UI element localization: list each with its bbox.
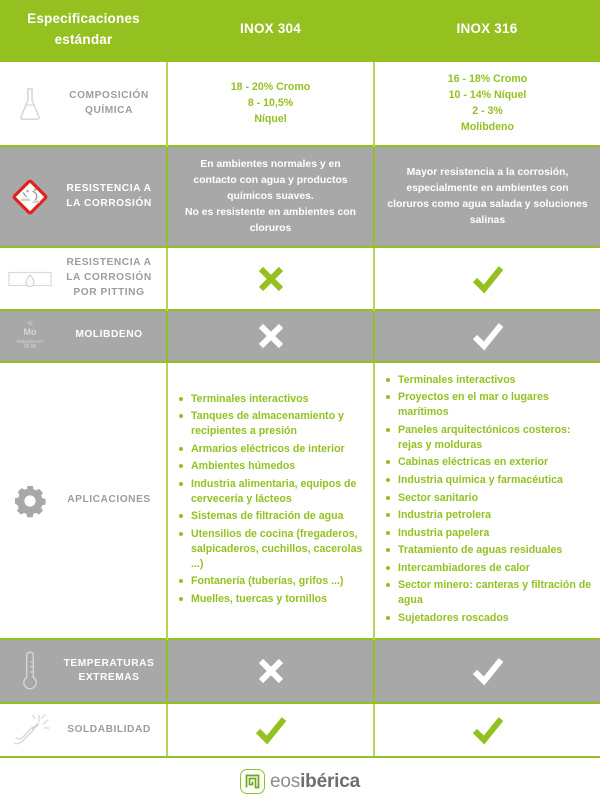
thermometer-icon <box>6 649 54 693</box>
flask-icon <box>6 87 54 121</box>
row-label-text: SOLDABILIDAD <box>67 723 151 735</box>
check-icon <box>254 715 288 745</box>
row-label-text: MOLIBDENO <box>75 329 143 341</box>
element-weight: 95.95 <box>23 344 37 351</box>
list-item: Terminales interactivos <box>385 373 592 388</box>
table-row <box>0 639 600 703</box>
list-item: Industria papelera <box>385 526 592 541</box>
table-row <box>0 310 600 362</box>
list-item: Muelles, tuercas y tornillos <box>178 592 365 607</box>
header-inox-316: INOX 316 <box>456 21 518 37</box>
list-item: Intercambiadores de calor <box>385 561 592 576</box>
row-label-soldabilidad <box>0 703 167 756</box>
list-item: Industria química y farmacéutica <box>385 473 592 488</box>
table-row <box>0 703 600 756</box>
table-row <box>0 362 600 639</box>
cell-composicion-inox304 <box>167 61 374 147</box>
table-row <box>0 247 600 309</box>
list-item: Terminales interactivos <box>178 392 365 407</box>
list-item: Fontanería (tuberías, grifos ...) <box>178 574 365 589</box>
applications-list-inox304 <box>168 382 373 620</box>
cell-corrosion-inox304 <box>167 146 374 247</box>
cross-icon <box>256 264 286 294</box>
cell-aplicaciones-inox316 <box>374 362 600 639</box>
list-item: Proyectos en el mar o lugares marítimos <box>385 390 592 420</box>
check-icon <box>471 321 505 351</box>
list-item: Tanques de almacenamiento y recipientes a presión <box>178 409 365 439</box>
list-item: Paneles arquitectónicos costeros: rejas y molduras <box>385 423 592 453</box>
applications-list-inox316 <box>375 363 600 638</box>
value-line: 16 - 18% Cromo <box>447 72 528 85</box>
list-item: Cabinas eléctricas en exterior <box>385 455 592 470</box>
element-symbol: Mo <box>23 327 37 338</box>
value-line: No es resistente en ambientes con cloruros <box>185 206 356 234</box>
value-line: 10 - 14% Níquel <box>448 88 527 101</box>
row-label-composicion-quimica <box>0 61 167 147</box>
logo-text-bold: ibérica <box>300 770 360 792</box>
gear-icon <box>6 484 54 518</box>
cell-composicion-inox316 <box>374 61 600 147</box>
cell-pitting-inox304 <box>167 247 374 309</box>
cross-icon <box>256 321 286 351</box>
cell-pitting-inox316 <box>374 247 600 309</box>
row-label-text: APLICACIONES <box>67 494 151 506</box>
list-item: Tratamiento de aguas residuales <box>385 543 592 558</box>
list-item: Industria alimentaria, equipos de cervecería y lácteos <box>178 477 365 507</box>
cell-corrosion-inox316 <box>374 146 600 247</box>
row-label-text: RESISTENCIA A LA CORROSIÓN POR PITTING <box>66 257 152 299</box>
row-label-text: RESISTENCIA A LA CORROSIÓN <box>66 183 152 209</box>
cell-aplicaciones-inox304 <box>167 362 374 639</box>
header-spec-line1: Especificaciones <box>27 11 140 26</box>
value-line: 18 - 20% Cromo <box>230 80 311 93</box>
row-label-molibdeno <box>0 310 167 362</box>
logo-wordmark <box>270 772 360 791</box>
value-line: 8 - 10,5% <box>247 96 294 109</box>
value-line: Mayor resistencia a la corrosión, especialmente en ambientes con cloruros como agua salada y soluciones salinas <box>387 167 588 226</box>
welding-torch-icon <box>6 712 54 748</box>
header-inox-304: INOX 304 <box>240 21 301 37</box>
cell-molibdeno-inox316 <box>374 310 600 362</box>
molybdenum-element-icon <box>6 321 54 350</box>
list-item: Sector sanitario <box>385 491 592 506</box>
row-label-resistencia-corrosion-pitting <box>0 247 167 309</box>
list-item: Sector minero: canteras y filtración de agua <box>385 578 592 608</box>
cell-molibdeno-inox304 <box>167 310 374 362</box>
header-spec-line2: estándar <box>54 31 113 47</box>
cell-temperaturas-inox304 <box>167 639 374 703</box>
row-label-temperaturas-extremas <box>0 639 167 703</box>
value-line: Níquel <box>254 112 287 125</box>
value-line: En ambientes normales y en contacto con agua y productos químicos suaves. <box>193 159 348 203</box>
eos-logo-icon <box>240 769 265 794</box>
table-row <box>0 146 600 247</box>
logo-text-light: eos <box>270 770 301 792</box>
check-icon <box>471 656 505 686</box>
value-line: 2 - 3% <box>472 104 503 117</box>
list-item: Utensilios de cocina (fregaderos, salpicaderos, cuchillos, cacerolas ...) <box>178 527 365 572</box>
element-name: Molybdenum <box>16 338 44 344</box>
row-label-text: TEMPERATURAS EXTREMAS <box>63 657 155 684</box>
cross-icon <box>256 656 286 686</box>
cell-soldabilidad-inox304 <box>167 703 374 756</box>
corrosion-hazard-icon <box>6 178 54 216</box>
check-icon <box>471 264 505 294</box>
table-header-row <box>0 0 600 61</box>
list-item: Sujetadores roscados <box>385 611 592 626</box>
row-label-aplicaciones <box>0 362 167 639</box>
row-label-resistencia-a-la-corrosion <box>0 146 167 247</box>
cell-soldabilidad-inox316 <box>374 703 600 756</box>
list-item: Armarios eléctricos de interior <box>178 442 365 457</box>
header-spec-column <box>0 0 167 61</box>
check-icon <box>471 715 505 745</box>
row-label-text: COMPOSICIÓN QUÍMICA <box>69 89 149 116</box>
value-line: Molibdeno <box>461 120 514 133</box>
cell-temperaturas-inox316 <box>374 639 600 703</box>
table-row <box>0 61 600 147</box>
list-item: Ambientes húmedos <box>178 459 365 474</box>
list-item: Industria petrolera <box>385 508 592 523</box>
list-item: Sistemas de filtración de agua <box>178 509 365 524</box>
pitting-plate-icon <box>6 268 54 290</box>
element-number: 42 <box>27 321 33 328</box>
footer-logo <box>0 758 600 804</box>
